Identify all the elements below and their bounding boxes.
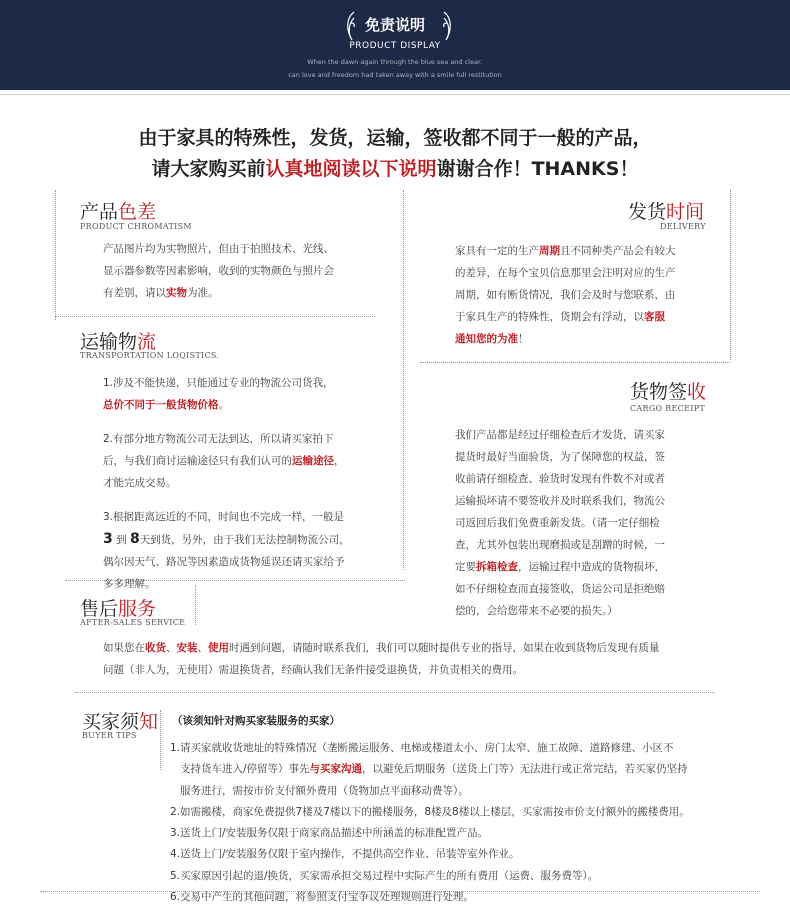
- buyer-tip-highlight: 与买家沟通: [309, 763, 363, 776]
- transport-title-text: 运输物: [80, 331, 138, 353]
- banner-tagline-2: can love and freedom had taken away with a smile full restitution: [288, 71, 502, 79]
- delivery-line: 的差异，在每个宝贝信息那里会注明对应的生产: [455, 267, 676, 279]
- header-banner: [0, 0, 790, 90]
- buyer-title-text: 买家须: [82, 711, 140, 733]
- transport-line: 1.涉及不能快递，只能通过专业的物流公司货我，: [103, 377, 334, 389]
- center-divider: [403, 190, 404, 570]
- delivery-line: 周期，如有断货情况，我们会及时与您联系，由: [455, 289, 676, 301]
- service-subtitle: AFTER-SALES SERVICE: [80, 618, 186, 627]
- receipt-text-part: 定要: [455, 561, 476, 573]
- service-title-text: 售后: [80, 598, 119, 620]
- service-highlight: 收货: [145, 642, 166, 654]
- receipt-line: [455, 556, 725, 578]
- chromatism-title-highlight: 色差: [118, 201, 157, 223]
- banner-title: 免责说明: [364, 16, 425, 34]
- buyer-note: （该须知针对购买家装服务的买家）: [172, 715, 340, 727]
- receipt-line: 提货时最好当面验货，为了保障您的权益，签: [455, 451, 665, 463]
- chromatism-line: 显示器参数等因素影响，收到的实物颜色与照片会: [103, 265, 334, 277]
- transport-text-part: 天到货，另外，由于我们无法控制物流公司，: [139, 534, 350, 546]
- service-line: [103, 637, 743, 659]
- headline-text: 请大家购买前: [151, 158, 266, 180]
- delivery-title-highlight: 时间: [666, 201, 705, 223]
- chromatism-line: [103, 282, 393, 304]
- chromatism-text-part: 为准。: [187, 287, 219, 299]
- buyer-title-highlight: 知: [139, 711, 159, 733]
- transport-line: [103, 528, 393, 551]
- receipt-title-highlight: 收: [687, 381, 707, 403]
- right-divider-top: [730, 190, 731, 360]
- delivery-title: [628, 197, 704, 224]
- transport-text-part: 。: [218, 399, 229, 411]
- service-divider: [75, 692, 715, 693]
- receipt-line: 司返回后我们免费重新发货。（请一定仔细检: [455, 517, 660, 529]
- chromatism-highlight: 实物: [166, 287, 187, 299]
- service-text-part: 时遇到问题，请随时联系我们，我们可以随时提供专业的指导，如果在收到货物后发现有质量: [229, 642, 660, 654]
- buyer-tips-list: [170, 738, 750, 908]
- buyer-tip-text: ，以避免后期服务（送货上门等）无法进行或正常完结，若买家仍坚持: [362, 763, 688, 776]
- buyer-tip-item: 5.买家原因引起的退/换货，买家需承担交易过程中实际产生的所有费用（运费、服务费等）。: [170, 869, 599, 882]
- transport-text: [103, 372, 393, 595]
- transport-line: 才能完成交易。: [103, 477, 177, 489]
- buyer-tip-item: [170, 759, 750, 780]
- chromatism-title: [80, 197, 156, 224]
- service-text-part: 、: [166, 642, 177, 654]
- receipt-text: [455, 424, 725, 622]
- delivery-line: [455, 240, 715, 262]
- delivery-text-part: 且不同种类产品会有较大: [560, 245, 676, 257]
- delivery-highlight: 客服: [644, 311, 665, 323]
- transport-number: 8: [129, 531, 140, 547]
- chromatism-line: 产品图片均为实物照片，但由于拍照技术、光线、: [103, 243, 334, 255]
- service-text-part: 、: [197, 642, 208, 654]
- delivery-highlight: 通知您的为准: [455, 333, 518, 345]
- transport-title: [80, 327, 156, 354]
- receipt-line: 运输损坏请不要签收并及时联系我们，物流公: [455, 495, 665, 507]
- banner-divider: [0, 94, 790, 95]
- service-highlight: 使用: [208, 642, 229, 654]
- receipt-line: 查，尤其外包装出现磨损或是刮蹭的时候，一: [455, 539, 665, 551]
- transport-line: [103, 394, 393, 416]
- delivery-divider: [420, 362, 730, 363]
- transport-line: 偶尔因天气、路况等因素造成货物延误还请买家给予: [103, 556, 345, 568]
- left-divider-top: [55, 190, 56, 320]
- transport-text-part: 后，与我们商讨运输途径只有我们认可的: [103, 455, 292, 467]
- delivery-highlight: 周期: [539, 245, 560, 257]
- service-text: [103, 637, 743, 681]
- delivery-subtitle: DELIVERY: [660, 222, 706, 231]
- receipt-subtitle: CARGO RECEIPT: [630, 404, 706, 413]
- chromatism-title-text: 产品: [80, 201, 119, 223]
- receipt-line: 偿的，会给您带来不必要的损失。）: [455, 605, 618, 617]
- receipt-line: 我们产品都是经过仔细检查后才发货，请买家: [455, 429, 665, 441]
- buyer-tip-text: 支持货车进入/停留等）事先: [180, 763, 310, 776]
- headline-line-2: [0, 154, 790, 181]
- transport-highlight: 总价不同于一般货物价格: [103, 399, 219, 411]
- transport-title-highlight: 流: [137, 331, 157, 353]
- delivery-title-text: 发货: [628, 201, 667, 223]
- receipt-title: [630, 377, 706, 404]
- service-title-highlight: 服务: [118, 598, 157, 620]
- delivery-line: [455, 328, 715, 350]
- delivery-text-part: 家具有一定的生产: [455, 245, 539, 257]
- buyer-subtitle: BUYER TIPS: [82, 731, 137, 740]
- transport-line: 多多理解。: [103, 578, 156, 590]
- receipt-line: 收前请仔细检查、验货时发现有件数不对或者: [455, 473, 665, 485]
- service-highlight: 安装: [176, 642, 198, 654]
- transport-number: 3: [103, 531, 113, 547]
- receipt-highlight: 拆箱检查: [476, 561, 518, 573]
- buyer-tip-item: 2.如需搬楼，商家免费提供7楼及7楼以下的搬楼服务，8楼及8楼以上楼层，买家需按市价支付额外的搬楼费用。: [170, 805, 690, 818]
- transport-text-part: ，: [334, 455, 345, 467]
- headline-highlight: 认真地阅读以下说明: [265, 158, 437, 180]
- banner-tagline-1: When the dawn again through the blue sea and clear,: [307, 58, 483, 66]
- chromatism-subtitle: PRODUCT CHROMATISM: [80, 222, 192, 231]
- receipt-title-text: 货物签: [630, 381, 688, 403]
- chromatism-text-part: 有差别，请以: [103, 287, 166, 299]
- transport-subtitle: TRANSPORTATION LOQISTICS.: [80, 351, 220, 360]
- chromatism-divider: [55, 316, 375, 317]
- delivery-text: [455, 240, 715, 350]
- transport-text-part: 到: [112, 534, 130, 546]
- buyer-tip-item: 3.送货上门/安装服务仅限于商家商品描述中所涵盖的标准配置产品。: [170, 827, 489, 840]
- transport-highlight: 运输途径: [292, 455, 334, 467]
- service-text-part: 如果您在: [103, 642, 145, 654]
- headline-thanks: 谢谢合作！THANKS！: [436, 158, 639, 180]
- transport-line: 2.有部分地方物流公司无法到达，所以请买家拍下: [103, 433, 334, 445]
- service-line: 问题（非人为，无使用）需退换货者，经确认我们无条件接受退换货，并负责相关的费用。: [103, 664, 523, 676]
- headline-line-1: 由于家具的特殊性，发货，运输，签收都不同于一般的产品，: [138, 127, 652, 149]
- receipt-text-part: ，运输过程中造成的货物损坏，: [518, 561, 665, 573]
- buyer-tip-item: 4.送货上门/安装服务仅限于室内操作，不提供高空作业、吊装等室外作业。: [170, 848, 520, 861]
- transport-line: 3.根据距离远近的不同，时间也不完成一样，一般是: [103, 511, 345, 523]
- transport-line: [103, 450, 393, 472]
- buyer-divider-v: [160, 710, 161, 770]
- buyer-tip-item: 6.交易中产生的其他问题，将参照支付宝争议处理规则进行处理。: [170, 891, 475, 904]
- receipt-line: 如不仔细检查而直接签收，货运公司是拒绝赔: [455, 583, 665, 595]
- chromatism-text: [103, 238, 393, 304]
- delivery-text-part: ！: [518, 333, 529, 345]
- buyer-tip-item: 1.请买家就收货地址的特殊情况（垄断搬运服务、电梯或楼道太小、房门太窄、施工故障、道路修建、小区不: [170, 742, 674, 754]
- buyer-title: [82, 707, 158, 734]
- delivery-line: [455, 306, 715, 328]
- banner-subtitle: PRODUCT DISPLAY: [349, 41, 441, 51]
- buyer-tip-item: 服务进行，需按市价支付额外费用（货物加点平面移动费等）。: [180, 784, 469, 797]
- delivery-text-part: 于家具生产的特殊性，货期会有浮动，以: [455, 311, 644, 323]
- service-title: [80, 594, 156, 621]
